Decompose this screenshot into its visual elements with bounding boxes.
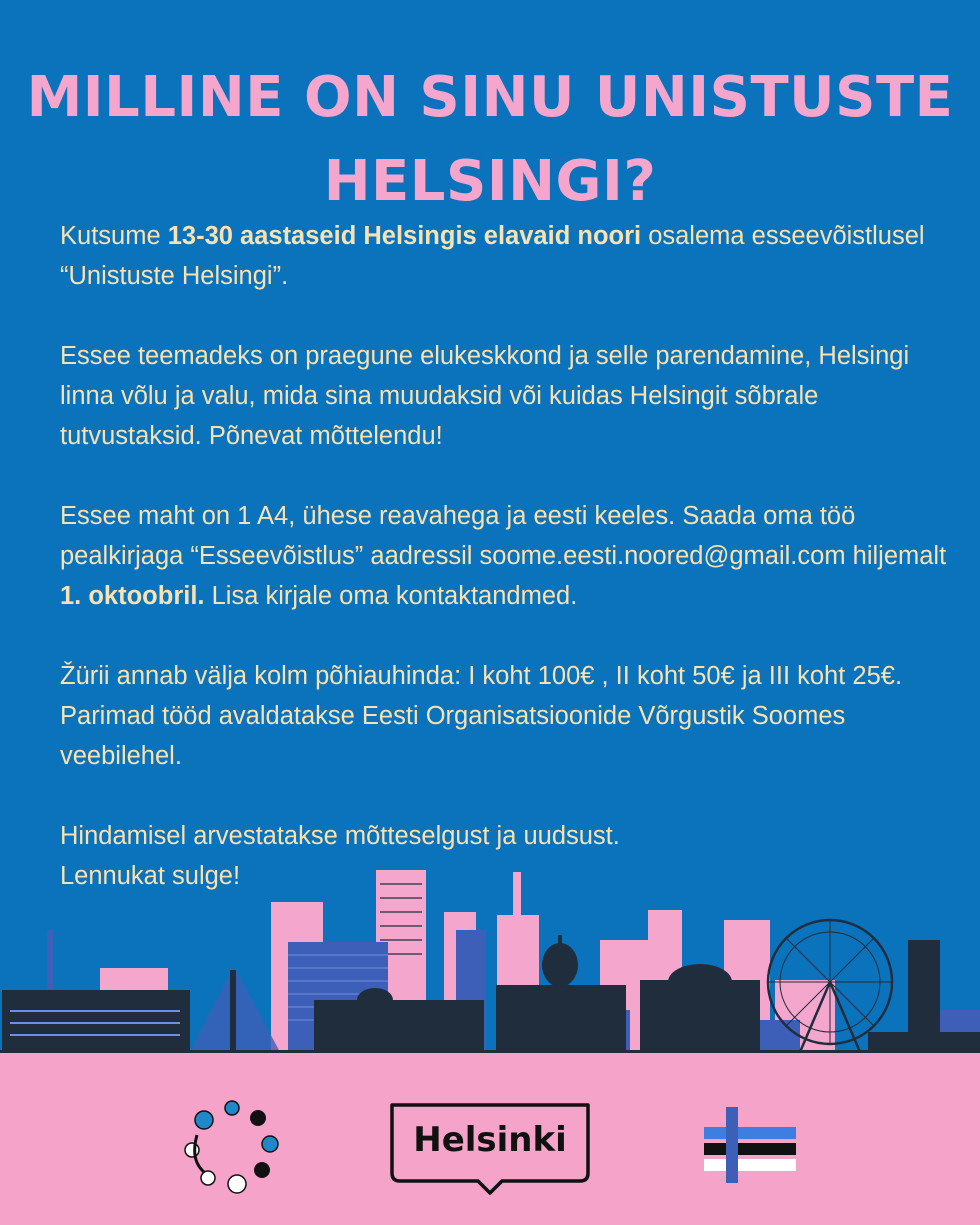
paragraph-topics: Essee teemadeks on praegune elukeskkond ja selle parendamine, Helsingi linna võlu ja valu, mida sina muudaksid või kuidas Helsingit sõbrale tutvustaksid. Põnevat mõttelendu! [60, 342, 910, 450]
page-title [0, 56, 980, 224]
ring-dot-3 [250, 1110, 266, 1126]
flag-stripe-blue [704, 1127, 796, 1139]
paragraph-prizes: Žürii annab välja kolm põhiauhinda: I koht 100€ , II koht 50€ ja III koht 25€. Parimad tööd avaldatakse Eesti Organisatsioonide Võrgustik Soomes veebilehel. [60, 662, 903, 770]
invitation-text-end: osalema esseevõistlusel “Unistuste Helsingi”. [60, 222, 925, 290]
paragraph-invitation [60, 216, 965, 296]
ring-dot-2 [225, 1101, 239, 1115]
skyline-dome-small [357, 988, 393, 1012]
skyline-spire-pink [513, 872, 521, 917]
submission-text-end: Lisa kirjale oma kontaktandmed. [204, 582, 578, 610]
title-line-1: MILLINE ON SINU UNISTUSTE [26, 65, 954, 130]
flag-stripe-black [704, 1143, 796, 1155]
skyline-dark-hall-left [2, 990, 190, 1052]
skyline-cathedral-dome [542, 943, 578, 987]
ring-dot-8 [185, 1143, 199, 1157]
skyline-cathedral-spire [558, 935, 562, 947]
ring-dot-4 [262, 1136, 278, 1152]
invitation-target-audience: 13-30 aastaseid Helsingis elavaid noori [167, 222, 642, 250]
evaluation-line: Hindamisel arvestatakse mõtteselgust ja uudsust. [60, 822, 620, 850]
skyline-dark-block-center [314, 1000, 484, 1052]
skyline-bridge-pylon [230, 970, 236, 1052]
organisation-network-logo [182, 1100, 282, 1195]
skyline-station-dome [668, 964, 732, 1000]
skyline-dark-base [868, 1032, 980, 1052]
title-line-2: HELSINGI? [323, 149, 657, 214]
closing-line: Lennukat sulge! [60, 862, 241, 890]
estonian-flag-cross-logo [700, 1105, 800, 1185]
ring-dot-1 [195, 1111, 213, 1129]
submission-deadline: 1. oktoobril. [60, 582, 205, 610]
flag-cross-vertical [726, 1107, 738, 1183]
helsinki-logo-text: Helsinki [413, 1120, 567, 1160]
ring-arc [195, 1135, 204, 1172]
body-text [60, 216, 965, 936]
ring-dot-6 [228, 1175, 246, 1193]
helsinki-skyline-illustration [0, 860, 980, 1060]
flag-stripe-white [704, 1159, 796, 1171]
paragraph-submission [60, 496, 965, 616]
invitation-text-start: Kutsume [60, 222, 168, 250]
ring-dot-5 [254, 1162, 270, 1178]
skyline-cathedral-body [496, 985, 626, 1052]
ring-dot-7 [201, 1171, 215, 1185]
submission-text-start: Essee maht on 1 A4, ühese reavahega ja eesti keeles. Saada oma töö pealkirjaga “Esseevõistlus” aadressil soome.eesti.noored@gmail.com hiljemalt [60, 502, 947, 570]
